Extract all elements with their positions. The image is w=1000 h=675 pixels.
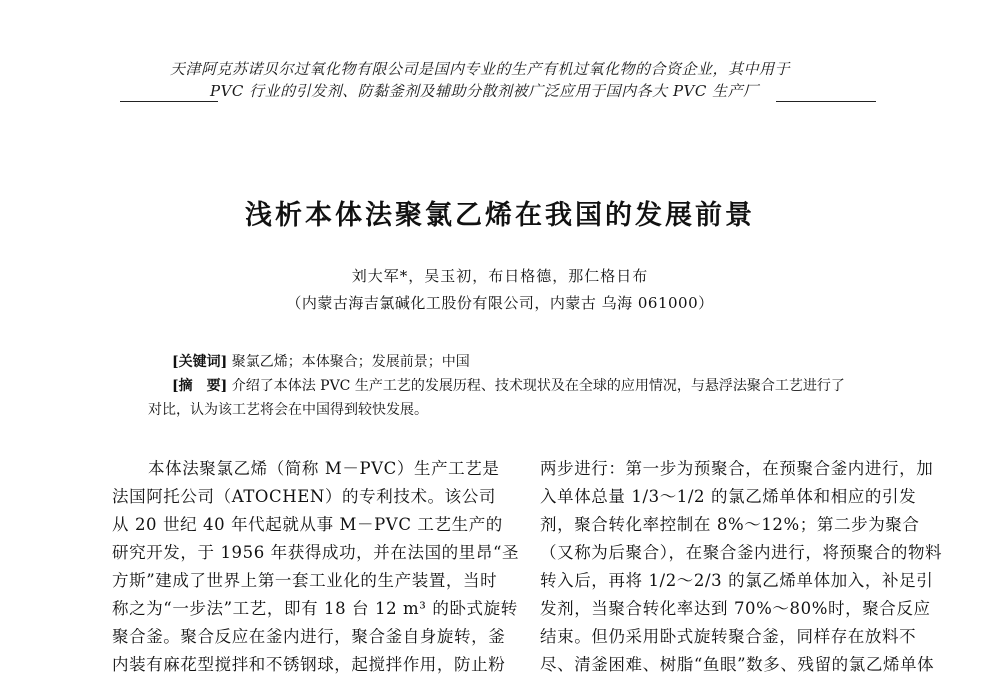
paragraph-line: 本体法聚氯乙烯（简称 M－PVC）生产工艺是 — [148, 459, 500, 478]
paragraph-line: 发剂，当聚合转化率达到 70%～80%时，聚合反应 — [540, 599, 931, 618]
keywords — [172, 351, 470, 371]
keywords-label: [关键词] — [172, 354, 228, 370]
abstract-line-2: 对比，认为该工艺将会在中国得到较快发展。 — [148, 402, 428, 418]
article-title: 浅析本体法聚氯乙烯在我国的发展前景 — [245, 200, 755, 231]
paragraph-line: 转入后，再将 1/2～2/3 的氯乙烯单体加入，补足引 — [540, 571, 934, 590]
paragraph-line: 方斯”建成了世界上第一套工业化的生产装置，当时 — [112, 571, 498, 590]
paragraph-line: 研究开发，于 1956 年获得成功，并在法国的里昂“圣 — [112, 543, 520, 562]
paragraph-line: 两步进行：第一步为预聚合，在预聚合釜内进行，加 — [540, 459, 934, 478]
paragraph-line: 内装有麻花型搅拌和不锈钢球，起搅拌作用，防止粉 — [112, 655, 506, 674]
paragraph-line: （又称为后聚合），在聚合釜内进行，将预聚合的物料 — [540, 543, 943, 562]
keywords-text: 聚氯乙烯；本体聚合；发展前景；中国 — [231, 354, 470, 370]
banner-rule-left — [120, 101, 218, 102]
paragraph-line: 结束。但仍采用卧式旋转聚合釜，同样存在放料不 — [540, 627, 917, 646]
paragraph-line: 称之为“一步法”工艺，即有 18 台 12 m³ 的卧式旋转 — [112, 599, 518, 618]
abstract-text-1: 介绍了本体法 PVC 生产工艺的发展历程、技术现状及在全球的应用情况，与悬浮法聚合工艺进行了 — [231, 378, 845, 394]
paragraph-line: 聚合釜。聚合反应在釜内进行，聚合釜自身旋转，釜 — [112, 627, 506, 646]
banner-rule-right — [776, 101, 876, 102]
paragraph-line: 入单体总量 1/3～1/2 的氯乙烯单体和相应的引发 — [540, 487, 917, 506]
banner-line-2: PVC 行业的引发剂、防黏釜剂及辅助分散剂被广泛应用于国内各大 PVC 生产厂 — [210, 82, 759, 100]
paragraph-line: 法国阿托公司（ATOCHEN）的专利技术。该公司 — [112, 487, 496, 506]
paragraph-line: 尽、清釜困难、树脂“鱼眼”数多、残留的氯乙烯单体 — [540, 655, 935, 674]
paragraph-line: 剂，聚合转化率控制在 8%～12%；第二步为聚合 — [540, 515, 920, 534]
banner-line-1: 天津阿克苏诺贝尔过氧化物有限公司是国内专业的生产有机过氧化物的合资企业，其中用于 — [170, 60, 791, 78]
paragraph-line: 从 20 世纪 40 年代起就从事 M－PVC 工艺生产的 — [112, 515, 503, 534]
article-affiliation: （内蒙古海吉氯碱化工股份有限公司，内蒙古 乌海 061000） — [286, 294, 714, 312]
article-authors: 刘大军*，吴玉初，布日格德，那仁格日布 — [351, 267, 649, 285]
abstract-line-1 — [172, 375, 845, 395]
abstract-label: [摘 要] — [172, 378, 228, 394]
